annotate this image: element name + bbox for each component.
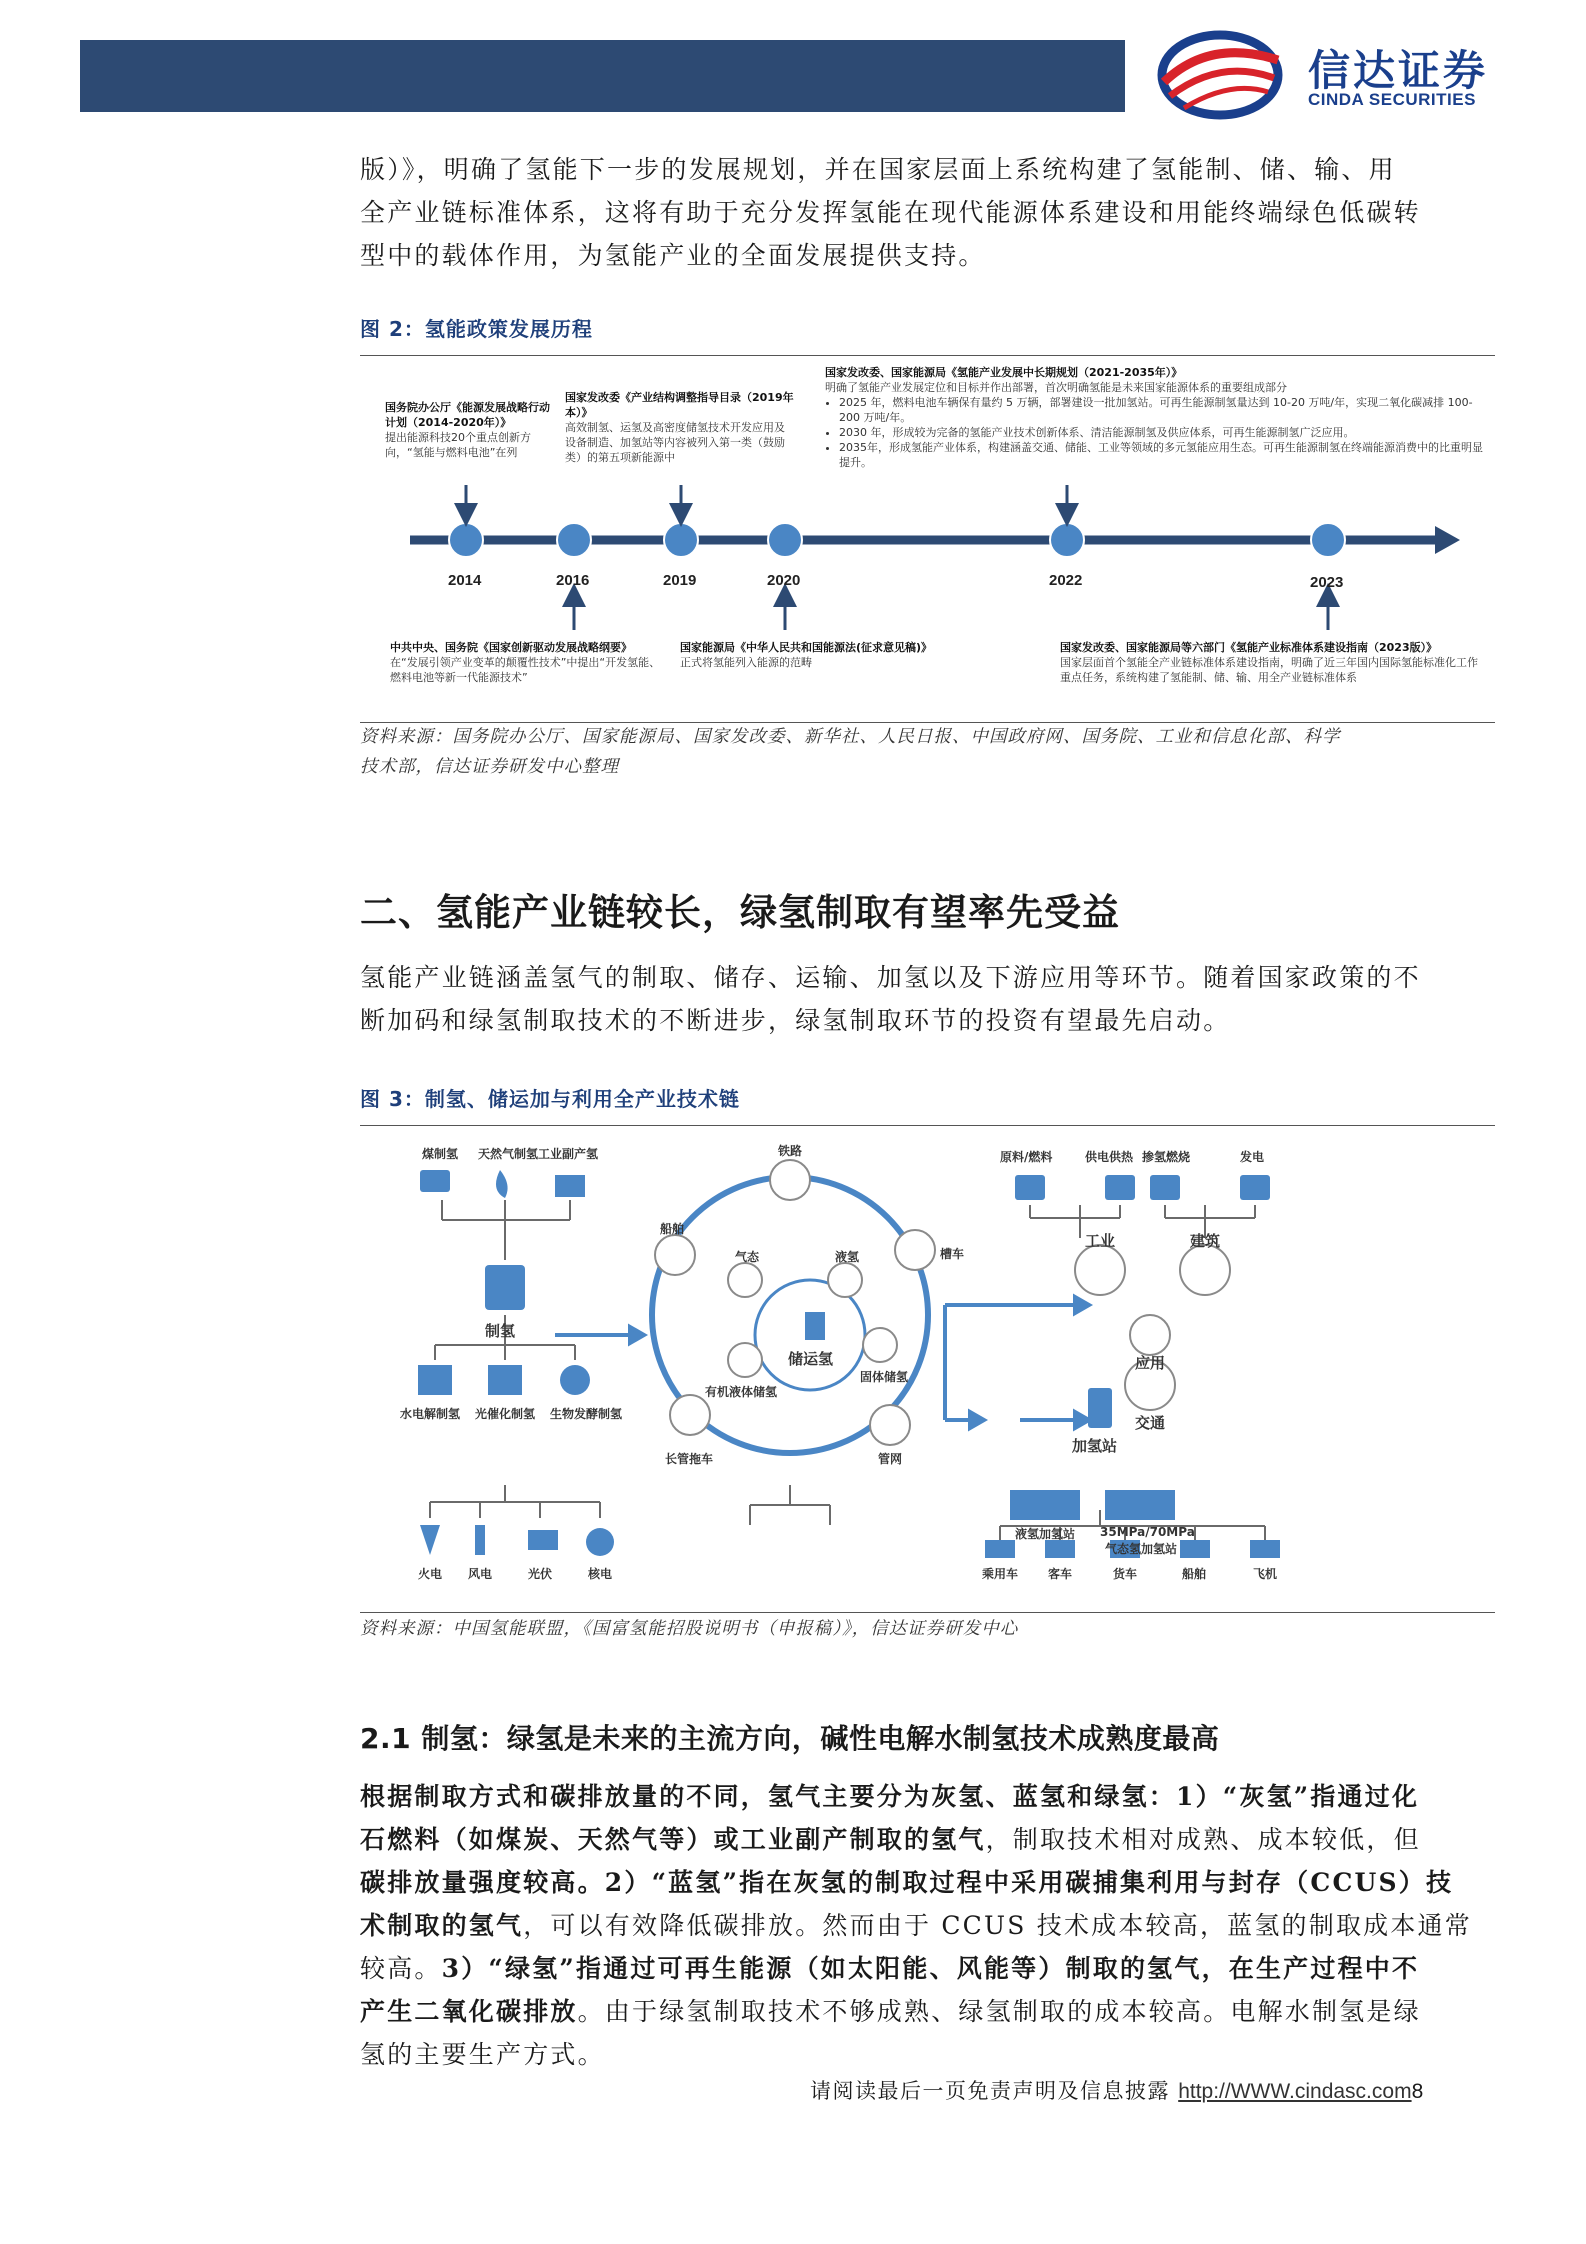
fossil-label: 工业副产氢 [538,1147,599,1161]
transport-use-label: 船舶 [1182,1567,1207,1581]
car-icon [985,1540,1015,1558]
fossil-label: 煤制氢 [422,1147,459,1161]
gas-state-icon [728,1263,762,1297]
rail-icon [770,1160,810,1200]
power-generation-icon [1240,1175,1270,1200]
heat-supply-icon [1105,1175,1135,1200]
note-body: 正式将氢能列入能源的范畴 [680,656,812,669]
figure3-source: 资料来源：中国氢能联盟，《国富氢能招股说明书（申报稿）》，信达证券研发中心 [360,1619,1019,1639]
application-icon [1130,1315,1170,1355]
storage-center-label: 储运氢 [788,1350,834,1368]
green-method-label: 光催化制氢 [475,1407,536,1421]
storage-outer-label: 铁路 [778,1144,803,1158]
para-line: 氢的主要生产方式。 [360,2040,605,2069]
production-label: 制氢 [485,1322,516,1340]
intro-line: 型中的载体作用，为氢能产业的全面发展提供支持。 [360,241,986,270]
storage-outer-label: 船舶 [660,1222,685,1236]
green-method-label: 水电解制氢 [400,1407,461,1421]
transport-use-label: 飞机 [1253,1567,1278,1581]
power-label: 核电 [588,1567,613,1581]
brand-name-cn: 信达证券 [1308,46,1489,95]
timeline-dot [1050,523,1084,557]
industry-label: 工业 [1085,1232,1116,1250]
cinda-logo-icon [1150,30,1285,120]
feedstock-icon [1015,1175,1045,1200]
storage-outer-label: 管网 [878,1452,903,1466]
hydrogen-chain-diagram [360,1130,1495,1600]
note-body: 明确了氢能产业发展定位和目标并作出部署，首次明确氢能是未来国家能源体系的重要组成部分 [825,381,1287,394]
bio-fermentation-icon [560,1365,590,1395]
para-line: 断加码和绿氢制取技术的不断进步，绿氢制取环节的投资有望最先启动。 [360,1006,1231,1035]
storage-outer-label: 槽车 [940,1247,965,1261]
storage-inner-label: 气态 [735,1250,760,1264]
industry-use-label: 发电 [1240,1150,1265,1164]
flow-arrowhead-icon [1075,1412,1089,1428]
wind-icon [475,1525,485,1555]
liquid-station-icon [1010,1490,1080,1520]
para-line: 根据制取方式和碳排放量的不同，氢气主要分为灰氢、蓝氢和绿氢：1）“灰氢”指通过化 [360,1782,1420,1811]
disclaimer-text: 请阅读最后一页免责声明及信息披露 [810,2079,1179,2103]
station-type-label: 液氢加氢站 [1015,1527,1076,1541]
industry-use-label: 供电供热 [1085,1150,1134,1164]
solid-storage-icon [863,1328,897,1362]
note-bullet: • 2035年，形成氢能产业体系，构建涵盖交通、储能、工业等领域的多元氢能应用生态。可再生能源制氢在终端能源消费中的比重明显提升。 [839,440,1485,470]
hydro-plant-icon [418,1365,452,1395]
application-label: 应用 [1135,1354,1166,1372]
timeline-year: 2014 [448,572,482,589]
hydrogen-station-icon [1088,1388,1112,1428]
timeline-dot [449,523,483,557]
power-label: 光伏 [528,1567,553,1581]
storage-outer-label: 长管拖车 [665,1452,714,1466]
para-line: 术制取的氢气，可以有效降低碳排放。然而由于 CCUS 技术成本较高，蓝氢的制取成本通常 [360,1911,1472,1940]
storage-inner-label: 有机液体储氢 [705,1385,778,1399]
storage-inner-label: 固体储氢 [860,1370,909,1384]
figure2-source [360,722,1500,782]
policy-timeline [360,360,1495,720]
green-method-label: 生物发酵制氢 [550,1407,623,1421]
storage-center-icon [805,1312,825,1340]
note-body: 国家层面首个氢能全产业链标准体系建设指南，明确了近三年国内国际氢能标准化工作重点任务，系统构建了氢能制、储、输、用全产业链标准体系 [1060,656,1478,684]
thermal-power-icon [420,1525,440,1555]
organic-liquid-icon [728,1343,762,1377]
note-title: 国家发改委、国家能源局《氢能产业发展中长期规划（2021-2035年）》 [825,366,1183,379]
section-heading: 二、氢能产业链较长，绿氢制取有望率先受益 [360,891,1120,934]
para-line: 石燃料（如煤炭、天然气等）或工业副产制取的氢气，制取技术相对成熟、成本较低，但 [360,1825,1421,1854]
timeline-year: 2019 [663,572,697,589]
brand-name-en: CINDA SECURITIES [1308,90,1476,109]
subsection-heading: 2.1 制氢：绿氢是未来的主流方向，碱性电解水制氢技术成熟度最高 [360,1722,1220,1755]
footer-link[interactable]: http://WWW.cindasc.com [1178,2080,1412,2103]
flow-arrowhead-icon [630,1327,644,1343]
note-body: 在“发展引领产业变革的颠覆性技术”中提出“开发氢能、燃料电池等新一代能源技术” [390,656,661,684]
note-title: 国家发改委《产业结构调整指导目录（2019年本）》 [565,391,794,419]
coal-icon [420,1170,450,1192]
section21-paragraph [360,1775,1475,2076]
plane-icon [1250,1540,1280,1558]
note-bullet: • 2030 年，形成较为完备的氢能产业技术创新体系、清洁能源制氢及供应体系，可再生能源制氢广泛应用。 [839,425,1485,440]
bus-icon [1045,1540,1075,1558]
transport-use-label: 客车 [1048,1567,1073,1581]
factory-icon [555,1175,585,1197]
header-bar [80,40,1125,112]
electrolyzer-icon [485,1265,525,1310]
source-line: 技术部，信达证券研发中心整理 [360,757,619,777]
timeline-dot [1311,523,1345,557]
transport-use-label: 乘用车 [982,1567,1019,1581]
timeline-dot [557,523,591,557]
note-title: 国务院办公厅《能源发展战略行动计划（2014-2020年）》 [385,401,550,429]
figure3-title: 图 3：制氢、储运加与利用全产业技术链 [360,1087,740,1111]
nuclear-icon [586,1528,614,1556]
flow-arrowhead-icon [970,1412,984,1428]
ship-icon [655,1235,695,1275]
note-bullet: • 2025 年，燃料电池车辆保有量约 5 万辆，部署建设一批加氢站。可再生能源制氢量达到 10-20 万吨/年，实现二氧化碳减排 100-200 万吨/年。 [839,395,1485,425]
para-line: 较高。3）“绿氢”指通过可再生能源（如太阳能、风能等）制取的氢气，在生产过程中不 [360,1954,1420,1983]
para-line: 碳排放量强度较高。2）“蓝氢”指在灰氢的制取过程中采用碳捕集利用与封存（CCUS）技 [360,1868,1454,1897]
gas-flame-icon [496,1170,508,1198]
figure3-top-rule [360,1125,1495,1126]
flow-arrowhead-icon [1075,1297,1089,1313]
timeline-dot [664,523,698,557]
page-number: 8 [1411,2080,1424,2103]
boat-icon [1180,1540,1210,1558]
building-label: 建筑 [1190,1232,1221,1250]
note-title: 中共中央、国务院《国家创新驱动发展战略纲要》 [390,641,632,654]
blend-combustion-icon [1150,1175,1180,1200]
figure2-top-rule [360,355,1495,356]
station-type-label: 35MPa/70MPa [1100,1525,1195,1539]
timeline-note-2016 [390,640,670,685]
timeline-year: 2022 [1049,572,1083,589]
tanker-truck-icon [895,1230,935,1270]
gas-station-icon [1105,1490,1175,1520]
footer-disclaimer [810,2075,1423,2105]
intro-line: 全产业链标准体系，这将有助于充分发挥氢能在现代能源体系建设和用能终端绿色低碳转 [360,198,1421,227]
timeline-year: 2020 [767,572,801,589]
pipeline-icon [870,1405,910,1445]
timeline-note-2020 [680,640,1000,670]
fossil-label: 天然气制氢 [478,1147,539,1161]
section2-paragraph [360,956,1475,1042]
liquid-hydrogen-icon [828,1263,862,1297]
note-body: 提出能源科技20个重点创新方向，“氢能与燃料电池”在列 [385,431,531,459]
timeline-year: 2023 [1310,574,1344,591]
industry-use-label: 掺氢燃烧 [1142,1150,1191,1164]
timeline-dot [768,523,802,557]
note-title: 国家能源局《中华人民共和国能源法(征求意见稿)》 [680,641,933,654]
para-line: 氢能产业链涵盖氢气的制取、储存、运输、加氢以及下游应用等环节。随着国家政策的不 [360,963,1421,992]
tube-trailer-icon [670,1395,710,1435]
source-line: 资料来源：国务院办公厅、国家能源局、国家发改委、新华社、人民日报、中国政府网、国务院、工业和信息化部、科学 [360,727,1341,747]
building-icon [1180,1245,1230,1295]
industry-use-label: 原料/燃料 [1000,1150,1053,1164]
figure2-title: 图 2：氢能政策发展历程 [360,317,593,341]
figure3-bottom-rule [360,1612,1495,1613]
para-line: 产生二氧化碳排放。由于绿氢制取技术不够成熟、绿氢制取的成本较高。电解水制氢是绿 [360,1997,1421,2026]
timeline-year: 2016 [556,572,590,589]
power-label: 火电 [418,1567,443,1581]
storage-inner-label: 液氢 [835,1250,860,1264]
chain-connectors [360,1130,1495,1600]
industry-icon [1075,1245,1125,1295]
timeline-arrowhead-icon [1435,526,1460,554]
power-label: 风电 [468,1567,493,1581]
note-title: 国家发改委、国家能源局等六部门《氢能产业标准体系建设指南（2023版）》 [1060,641,1438,654]
timeline-note-2023 [1060,640,1480,685]
station-type-label: 气态氢加氢站 [1105,1542,1178,1556]
note-body: 高效制氢、运氢及高密度储氢技术开发应用及设备制造、加氢站等内容被列入第一类（鼓励类）的第五项新能源中 [565,421,785,464]
intro-paragraph [360,148,1475,277]
photocatalysis-icon [488,1365,522,1395]
transport-use-label: 货车 [1113,1567,1138,1581]
station-label: 加氢站 [1072,1437,1118,1455]
intro-line: 版）》，明确了氢能下一步的发展规划，并在国家层面上系统构建了氢能制、储、输、用 [360,155,1396,184]
solar-panel-icon [528,1530,558,1550]
transport-label: 交通 [1135,1414,1166,1432]
